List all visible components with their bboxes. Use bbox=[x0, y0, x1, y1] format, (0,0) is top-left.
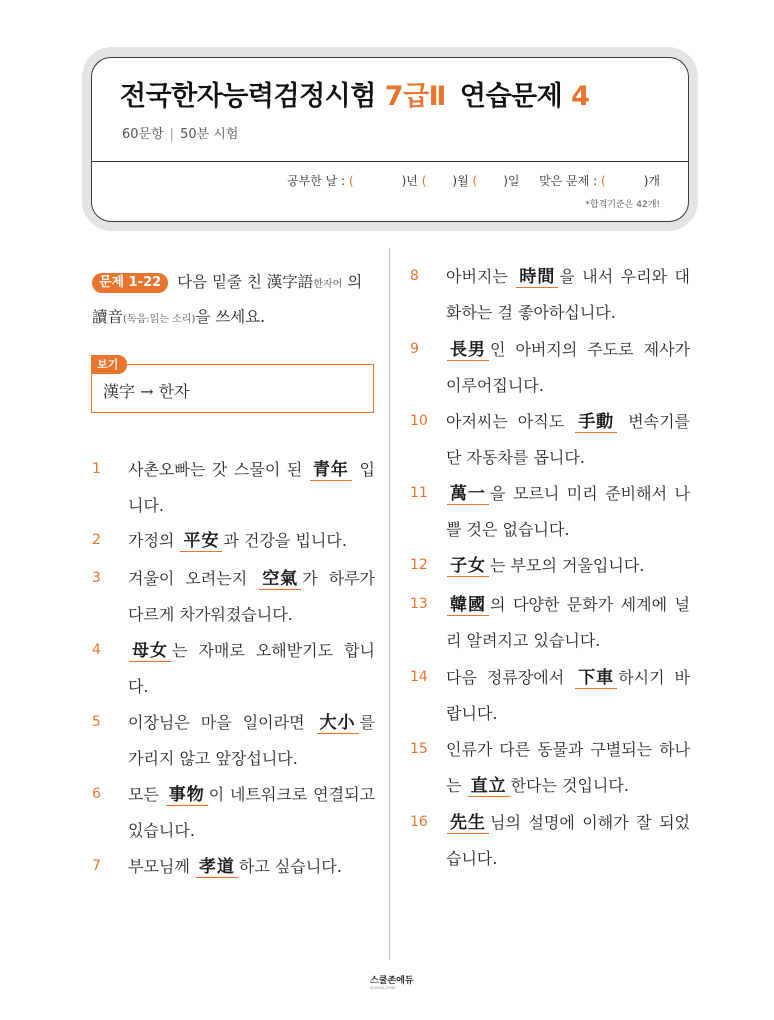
instruction-text-b: 의 bbox=[347, 273, 363, 291]
publisher-logo bbox=[369, 972, 414, 990]
question-text-before: 사촌오빠는 갓 스물이 된 bbox=[128, 460, 303, 479]
question-number: 11 bbox=[410, 485, 428, 501]
question-text-before: 가정의 bbox=[128, 531, 175, 550]
question-text-before: 겨울이 오려는지 bbox=[128, 569, 248, 588]
question-number: 13 bbox=[410, 596, 428, 612]
underlined-hanja-word: 子女 bbox=[447, 556, 489, 577]
underlined-hanja-word: 平安 bbox=[180, 531, 222, 552]
title-main: 전국한자능력검정시험 bbox=[120, 81, 376, 112]
question-number: 4 bbox=[92, 642, 101, 658]
question-text-before: 이장님은 마을 일이라면 bbox=[128, 713, 305, 732]
instruction-text-c: 을 쓰세요. bbox=[195, 308, 266, 326]
hanja-term-gloss: 한자어 bbox=[313, 279, 343, 290]
question-item bbox=[92, 849, 375, 885]
underlined-hanja-word: 手動 bbox=[575, 412, 617, 433]
question-item bbox=[410, 404, 690, 475]
day-label: )일 bbox=[503, 174, 520, 188]
logo-text: 스쿨존에듀 bbox=[370, 976, 414, 986]
question-number: 6 bbox=[92, 786, 101, 802]
question-number: 14 bbox=[410, 669, 428, 685]
question-number: 9 bbox=[410, 341, 419, 357]
title-grade: 7급Ⅱ bbox=[384, 81, 446, 112]
question-number: 2 bbox=[92, 532, 101, 548]
count-label: )개 bbox=[643, 174, 660, 188]
underlined-hanja-word: 直立 bbox=[468, 776, 510, 797]
question-number: 5 bbox=[92, 714, 101, 730]
question-text-after: 과 건강을 빕니다. bbox=[223, 531, 347, 550]
question-item bbox=[92, 561, 375, 632]
question-instruction bbox=[92, 266, 376, 336]
underlined-hanja-word: 空氣 bbox=[259, 569, 301, 590]
underlined-hanja-word: 萬一 bbox=[447, 484, 489, 505]
question-item bbox=[92, 633, 375, 704]
question-item bbox=[92, 452, 375, 523]
hanja-term: 漢字語 bbox=[266, 273, 314, 291]
question-number: 1 bbox=[92, 461, 101, 477]
question-range-badge: 문제 1-22 bbox=[92, 273, 168, 293]
pass-criteria-note: *합격기준은 42개! bbox=[585, 200, 660, 210]
question-text-before: 다음 정류장에서 bbox=[446, 668, 565, 687]
question-item bbox=[410, 587, 690, 658]
underlined-hanja-word: 母女 bbox=[129, 641, 171, 662]
question-item bbox=[92, 777, 375, 848]
title-practice: 연습문제 bbox=[459, 81, 563, 112]
question-text-before: 인류가 다른 동물과 구별되는 하나는 bbox=[446, 740, 690, 795]
page-title bbox=[120, 74, 589, 113]
question-text-after: 하고 싶습니다. bbox=[238, 857, 342, 876]
question-text-after: 을 모르니 미리 준비해서 나쁠 것은 없습니다. bbox=[446, 484, 690, 539]
question-text-after: 는 부모의 거울입니다. bbox=[490, 556, 645, 575]
question-number: 16 bbox=[410, 814, 428, 830]
question-text-after: 한다는 것입니다. bbox=[510, 775, 629, 795]
question-text-after: 인 아버지의 주도로 제사가 이루어집니다. bbox=[446, 340, 690, 395]
underlined-hanja-word: 大小 bbox=[317, 713, 359, 734]
question-number: 8 bbox=[410, 268, 419, 284]
separator-bar: | bbox=[169, 127, 175, 142]
question-text-after: 변속기를 단 자동차를 몹니다. bbox=[446, 412, 691, 467]
question-item bbox=[410, 805, 690, 876]
question-text-after: 가 하루가 다르게 차가워졌습니다. bbox=[128, 569, 375, 624]
question-text-before: 모든 bbox=[128, 785, 159, 804]
question-item bbox=[410, 476, 690, 547]
example-tab: 보기 bbox=[91, 355, 127, 374]
question-item bbox=[410, 660, 690, 731]
question-item bbox=[92, 705, 375, 776]
question-number: 10 bbox=[410, 413, 428, 429]
title-number: 4 bbox=[571, 81, 590, 112]
question-text-after: 의 다양한 문화가 세계에 널리 알려지고 있습니다. bbox=[446, 595, 690, 650]
question-number: 3 bbox=[92, 570, 101, 586]
question-text-after: 를 가리지 않고 앞장섭니다. bbox=[128, 713, 376, 768]
question-text-before: 아버지는 bbox=[446, 267, 508, 286]
question-text-after: 을 내서 우리와 대화하는 걸 좋아하십니다. bbox=[446, 267, 690, 322]
exam-time: 50분 시험 bbox=[180, 127, 239, 142]
header-divider bbox=[92, 161, 688, 162]
header-card bbox=[91, 57, 689, 222]
question-item bbox=[410, 548, 690, 584]
underlined-hanja-word: 先生 bbox=[447, 813, 489, 834]
instruction-text-a: 다음 밑줄 친 bbox=[177, 273, 262, 291]
underlined-hanja-word: 下車 bbox=[575, 668, 617, 689]
study-date-label: 공부한 날 : bbox=[287, 174, 346, 188]
question-text-after: 이 네트워크로 연결되고 있습니다. bbox=[128, 785, 375, 840]
underlined-hanja-word: 事物 bbox=[166, 785, 208, 806]
reading-gloss: (독음:읽는 소리) bbox=[123, 314, 196, 325]
question-number: 7 bbox=[92, 858, 101, 874]
underlined-hanja-word: 長男 bbox=[447, 340, 489, 361]
underlined-hanja-word: 時間 bbox=[516, 267, 558, 288]
correct-label: 맞은 문제 : bbox=[539, 174, 598, 188]
underlined-hanja-word: 青年 bbox=[310, 460, 352, 481]
column-divider bbox=[389, 248, 390, 960]
question-text-after: 하시기 바랍니다. bbox=[446, 668, 690, 723]
question-text-after: 님의 설명에 이해가 잘 되었습니다. bbox=[446, 813, 690, 868]
question-number: 15 bbox=[410, 741, 428, 757]
year-label: )년 bbox=[401, 174, 418, 188]
question-item bbox=[92, 523, 375, 559]
question-item bbox=[410, 259, 690, 330]
item-count: 60문항 bbox=[122, 127, 164, 142]
question-text-after: 입니다. bbox=[128, 460, 375, 515]
underlined-hanja-word: 孝道 bbox=[196, 857, 238, 878]
month-label: )월 bbox=[452, 174, 469, 188]
question-text-before: 부모님께 bbox=[128, 857, 190, 876]
underlined-hanja-word: 韓國 bbox=[447, 595, 489, 616]
question-item bbox=[410, 732, 690, 803]
question-item bbox=[410, 332, 690, 403]
question-text-before: 아저씨는 아직도 bbox=[446, 412, 565, 431]
logo-subtext: SCHOOLZONE bbox=[370, 986, 396, 990]
example-text: 漢字 → 한자 bbox=[103, 382, 190, 401]
reading-term: 讀音 bbox=[92, 308, 124, 326]
study-record-line: 공부한 날 : ( )년 ( )월 ( )일 맞은 문제 : ( )개 bbox=[287, 174, 660, 188]
exam-info bbox=[122, 123, 238, 142]
question-number: 12 bbox=[410, 557, 428, 573]
example-box bbox=[91, 358, 374, 413]
question-text-after: 는 자매로 오해받기도 합니다. bbox=[128, 641, 375, 696]
